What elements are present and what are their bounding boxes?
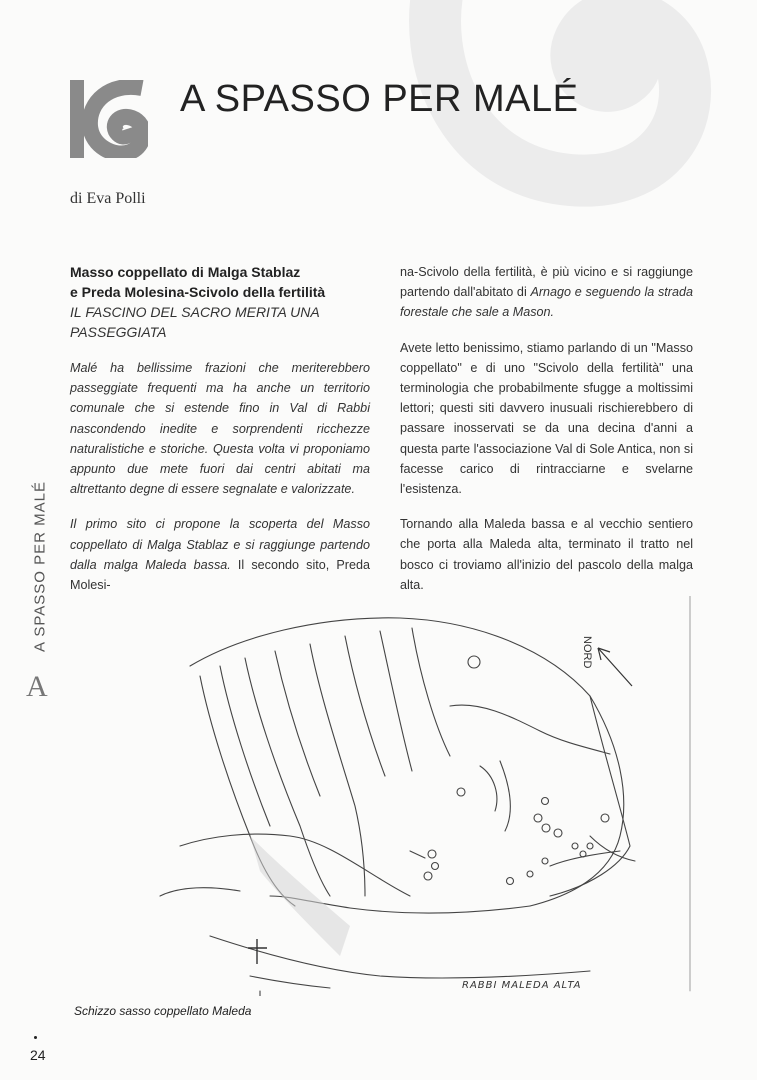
page-number-dot [34, 1036, 37, 1039]
page-number: 24 [30, 1047, 46, 1063]
right-paragraph-2: Avete letto benissimo, stiamo parlando di un "Masso coppellato" e di uno "Scivolo della fertilità" una terminologia che probabilmente sfugge a moltissimi lettori; questi siti davvero inusuali rischierebbero di passare inosservati se da una decina d'anni a questa parte l'associazione Val di Sole Antica, non si facesse carico di rintracciarne e svelarne l'esistenza. [400, 340, 693, 497]
cross-mark-icon [248, 939, 267, 964]
magazine-logo-icon [70, 80, 148, 158]
side-section-title: A SPASSO PER MALÉ [31, 481, 49, 652]
paragraph-2-italic: Il primo sito ci propone la scoperta del Masso coppellato di Malga Stablaz e si raggiunge partendo dalla malga Maleda bassa. [70, 517, 370, 572]
article-heading-line1: Masso coppellato di Malga Stablaz [70, 264, 301, 280]
sketch-linework [160, 596, 690, 996]
article-paragraph-2 [70, 514, 370, 595]
boulder-sketch-illustration [150, 596, 695, 996]
article-right-column [400, 262, 693, 610]
paragraph-2-rest: Il secondo sito, Preda Molesi- [70, 557, 370, 593]
sketch-handwritten-label: RABBI MALEDA ALTA [462, 980, 582, 991]
page-title: A SPASSO PER MALÉ [180, 78, 579, 120]
article-subheading: IL FASCINO DEL SACRO MERITA UNA PASSEGGIATA [70, 304, 320, 340]
right-paragraph-1-italic: Arnago e seguendo la strada forestale che sale a Mason. [400, 285, 693, 320]
right-paragraph-3: Tornando alla Maleda bassa e al vecchio sentiero che porta alla Maleda alta, terminato il tratto nel bosco ci troviamo all'inizio del pascolo della malga alta. [400, 517, 693, 592]
article-left-column [70, 262, 370, 610]
right-paragraph-1 [400, 262, 693, 323]
side-letter-mark: A [26, 670, 48, 703]
figure-caption: Schizzo sasso coppellato Maleda [74, 1004, 252, 1018]
right-paragraph-1-text: na-Scivolo della fertilità, è più vicino e si raggiunge partendo dall'abitato di [400, 265, 693, 300]
article-intro-paragraph: Malé ha bellissime frazioni che meriterebbero passeggiate frequenti ma ha anche un territorio comunale che si estende fino in Val di Rabbi nascondendo inedite e sorprendenti ricchezze naturalistiche e storiche. Questa volta vi proponiamo appunto due mete fuori dai centri abitati ma altrettanto degne di essere segnalate e valorizzate. [70, 361, 370, 497]
section-side-label [24, 481, 52, 710]
article-heading-line2: e Preda Molesina-Scivolo della fertilità [70, 284, 326, 300]
author-byline: di Eva Polli [70, 190, 146, 207]
north-label: NORD [581, 636, 593, 669]
sketch-shading [250, 836, 350, 956]
north-arrow-icon [598, 648, 632, 686]
